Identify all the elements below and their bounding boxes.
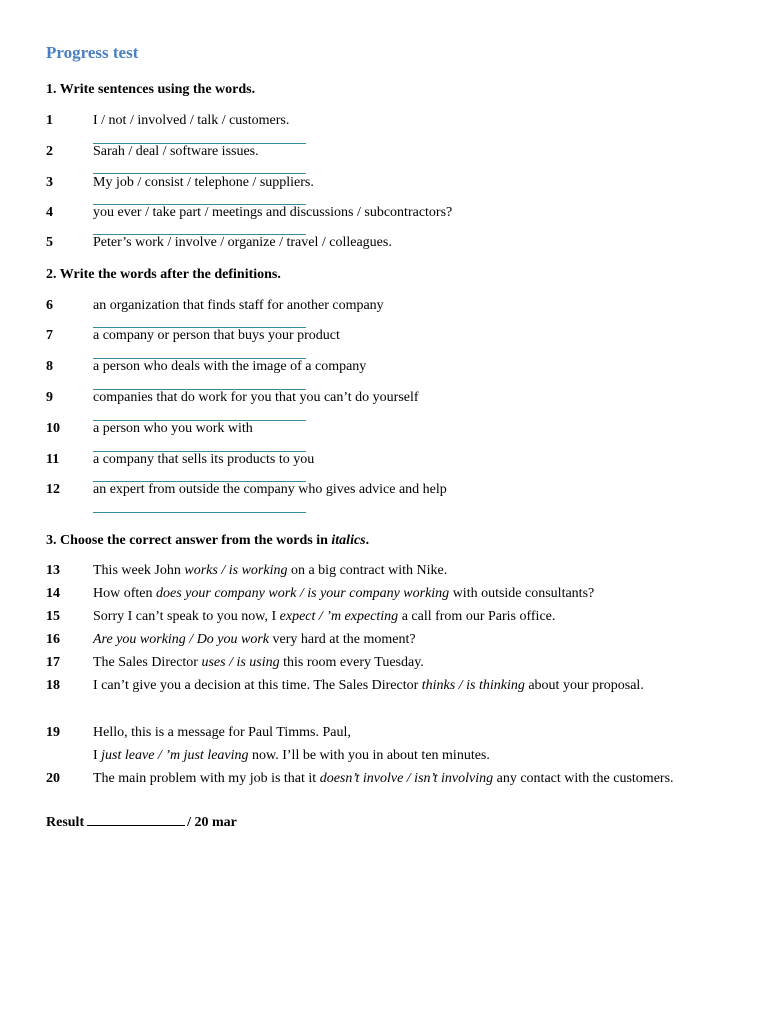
item-number: 9 bbox=[46, 390, 53, 405]
item-number: 14 bbox=[46, 586, 60, 601]
item-text: How often does your company work / is your company working with outside consultants? bbox=[93, 586, 595, 601]
item-text: you ever / take part / meetings and discussions / subcontractors? bbox=[93, 205, 453, 220]
item-text: The main problem with my job is that it doesn’t involve / isn’t involving any contact with the customers. bbox=[93, 771, 674, 786]
item-text: companies that do work for you that you can’t do yourself bbox=[93, 390, 419, 405]
item-text: Peter’s work / involve / organize / travel / colleagues. bbox=[93, 235, 392, 250]
item-text: a person who you work with bbox=[93, 421, 253, 436]
item-number: 7 bbox=[46, 328, 53, 343]
item-text: The Sales Director uses / is using this room every Tuesday. bbox=[93, 655, 424, 670]
item-number: 11 bbox=[46, 452, 60, 467]
item-text: Sorry I can’t speak to you now, I expect / ’m expecting a call from our Paris office. bbox=[93, 609, 556, 624]
item-text: an expert from outside the company who gives advice and help bbox=[93, 482, 447, 497]
item-text: I / not / involved / talk / customers. bbox=[93, 113, 290, 128]
item-number: 12 bbox=[46, 482, 60, 497]
item-number: 1 bbox=[46, 113, 53, 128]
item-number: 3 bbox=[46, 175, 53, 190]
item-number: 8 bbox=[46, 359, 53, 374]
item-text: Are you working / Do you work very hard at the moment? bbox=[93, 632, 416, 647]
item-number: 13 bbox=[46, 563, 60, 578]
item-number: 4 bbox=[46, 205, 53, 220]
answer-options[interactable]: uses / is using bbox=[201, 655, 280, 670]
page-title: Progress test bbox=[46, 43, 139, 62]
item-number: 16 bbox=[46, 632, 60, 647]
item-number: 17 bbox=[46, 655, 60, 670]
item-number: 6 bbox=[46, 298, 53, 313]
answer-options[interactable]: just leave / ’m just leaving bbox=[101, 748, 249, 763]
item-number: 20 bbox=[46, 771, 60, 786]
item-text: Hello, this is a message for Paul Timms. Paul, bbox=[93, 725, 351, 740]
item-number: 10 bbox=[46, 421, 60, 436]
item-text: I can’t give you a decision at this time. The Sales Director thinks / is thinking about your proposal. bbox=[93, 678, 644, 693]
item-number: 15 bbox=[46, 609, 60, 624]
item-number: 19 bbox=[46, 725, 60, 740]
section-1-heading: 1. Write sentences using the words. bbox=[46, 82, 256, 97]
result-total: / 20 mar bbox=[187, 815, 237, 830]
result-score-field[interactable] bbox=[87, 813, 185, 826]
answer-options[interactable]: Are you working / Do you work bbox=[93, 632, 270, 647]
item-text: My job / consist / telephone / suppliers. bbox=[93, 175, 314, 190]
answer-options[interactable]: works / is working bbox=[184, 563, 288, 578]
result-line bbox=[46, 813, 237, 831]
answer-options[interactable]: doesn’t involve / isn’t involving bbox=[319, 771, 494, 786]
answer-options[interactable]: does your company work / is your company working bbox=[156, 586, 450, 601]
item-text: This week John works / is working on a big contract with Nike. bbox=[93, 563, 448, 578]
section-2-heading: 2. Write the words after the definitions. bbox=[46, 267, 281, 282]
answer-options[interactable]: thinks / is thinking bbox=[421, 678, 525, 693]
result-label: Result bbox=[46, 815, 85, 830]
answer-line[interactable] bbox=[93, 173, 306, 174]
item-text: a company or person that buys your product bbox=[93, 328, 340, 343]
section-3-heading: 3. Choose the correct answer from the words in italics. bbox=[46, 533, 370, 548]
item-text: an organization that finds staff for another company bbox=[93, 298, 384, 313]
answer-options[interactable]: expect / ’m expecting bbox=[279, 609, 399, 624]
item-text: a company that sells its products to you bbox=[93, 452, 315, 467]
item-text: I just leave / ’m just leaving now. I’ll be with you in about ten minutes. bbox=[93, 748, 490, 763]
item-number: 18 bbox=[46, 678, 60, 693]
item-text: a person who deals with the image of a company bbox=[93, 359, 367, 374]
item-number: 2 bbox=[46, 144, 53, 159]
item-text: Sarah / deal / software issues. bbox=[93, 144, 259, 159]
answer-line[interactable] bbox=[93, 512, 306, 513]
item-number: 5 bbox=[46, 235, 53, 250]
